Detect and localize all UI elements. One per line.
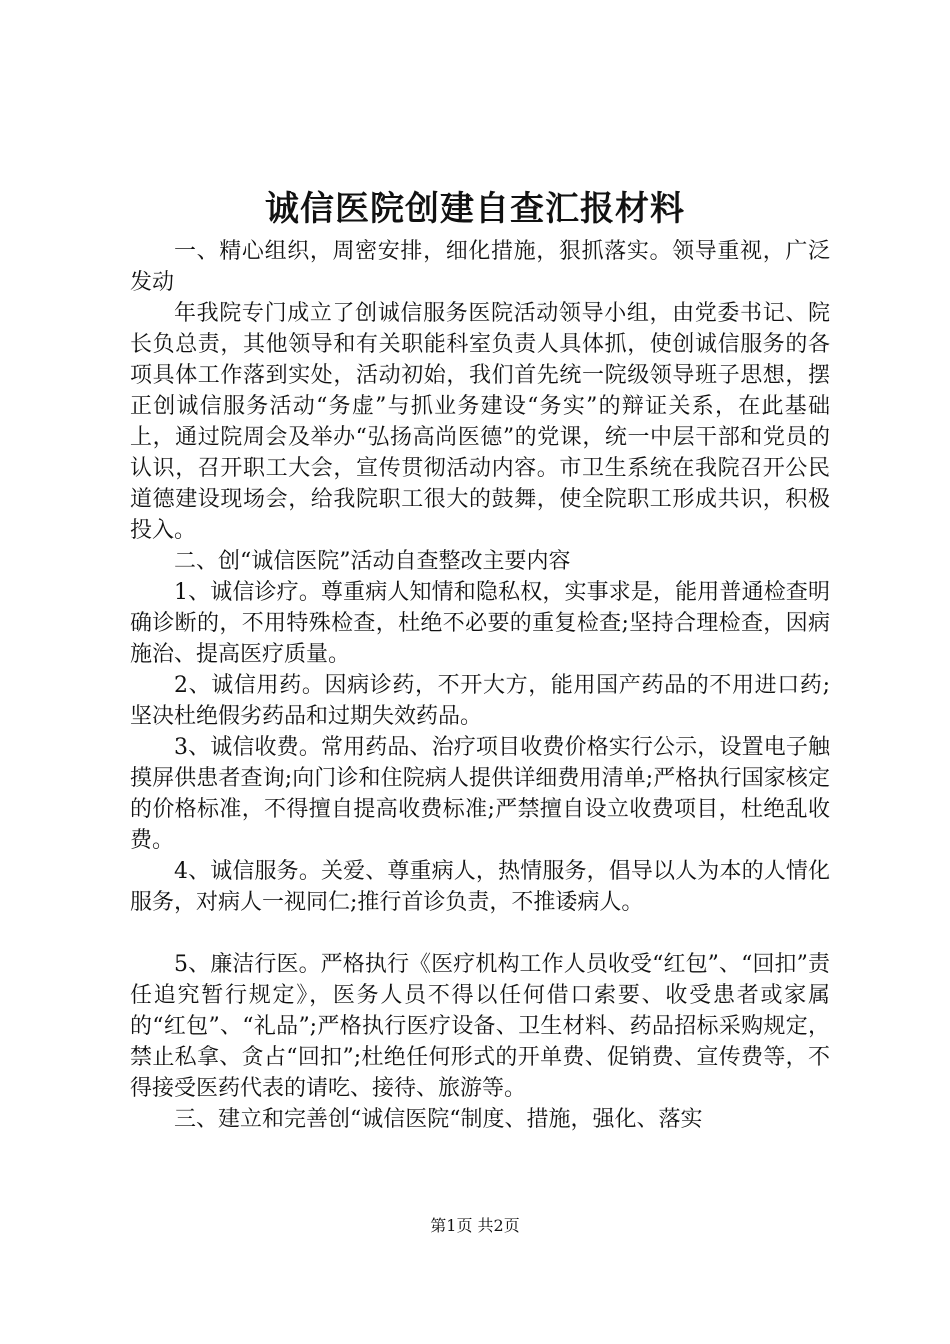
blank-line	[130, 918, 830, 949]
list-item-2: 2、诚信用药。因病诊药，不开大方，能用国产药品的不用进口药;坚决杜绝假劣药品和过期失效药品。	[130, 673, 830, 729]
list-item-4: 4、诚信服务。关爱、尊重病人，热情服务，倡导以人为本的人情化服务，对病人一视同仁;推行首诊负责，不推诿病人。	[130, 859, 830, 915]
list-item-1: 1、诚信诊疗。尊重病人知情和隐私权，实事求是，能用普通检查明确诊断的，不用特殊检查，杜绝不必要的重复检查;坚持合理检查，因病施治、提高医疗质量。	[130, 580, 830, 667]
section-heading-2: 二、创“诚信医院”活动自查整改主要内容	[174, 549, 571, 574]
document-title: 诚信医院创建自查汇报材料	[265, 189, 685, 229]
page-footer: 第1页 共2页	[430, 1216, 520, 1235]
body-paragraph: 年我院专门成立了创诚信服务医院活动领导小组，由党委书记、院长负总责，其他领导和有关职能科室负责人具体抓，使创诚信服务的各项具体工作落到实处，活动初始，我们首先统一院级领导班子思想，摆正创诚信服务活动“务虚”与抓业务建设“务实”的辩证关系，在此基础上，通过院周会及举办“弘扬高尚医德”的党课，统一中层干部和党员的认识，召开职工大会，宣传贯彻活动内容。市卫生系统在我院召开公民道德建设现场会，给我院职工很大的鼓舞，使全院职工形成共识，积极投入。	[130, 301, 830, 543]
list-item-5: 5、廉洁行医。严格执行《医疗机构工作人员收受“红包”、“回扣”责任追究暂行规定》，医务人员不得以任何借口索要、收受患者或家属的“红包”、“礼品”;严格执行医疗设备、卫生材料、药品招标采购规定，禁止私拿、贪占“回扣”;杜绝任何形式的开单费、促销费、宣传费等，不得接受医药代表的请吃、接待、旅游等。	[130, 952, 830, 1101]
list-item-3: 3、诚信收费。常用药品、治疗项目收费价格实行公示，设置电子触摸屏供患者查询;向门诊和住院病人提供详细费用清单;严格执行国家核定的价格标准，不得擅自提高收费标准;严禁擅自设立收费项目，杜绝乱收费。	[130, 735, 830, 853]
document-body	[130, 236, 830, 1135]
section-heading-3: 三、建立和完善创“诚信医院“制度、措施，强化、落实	[174, 1107, 703, 1132]
section-heading-1: 一、精心组织，周密安排，细化措施，狠抓落实。领导重视，广泛发动	[130, 239, 830, 295]
